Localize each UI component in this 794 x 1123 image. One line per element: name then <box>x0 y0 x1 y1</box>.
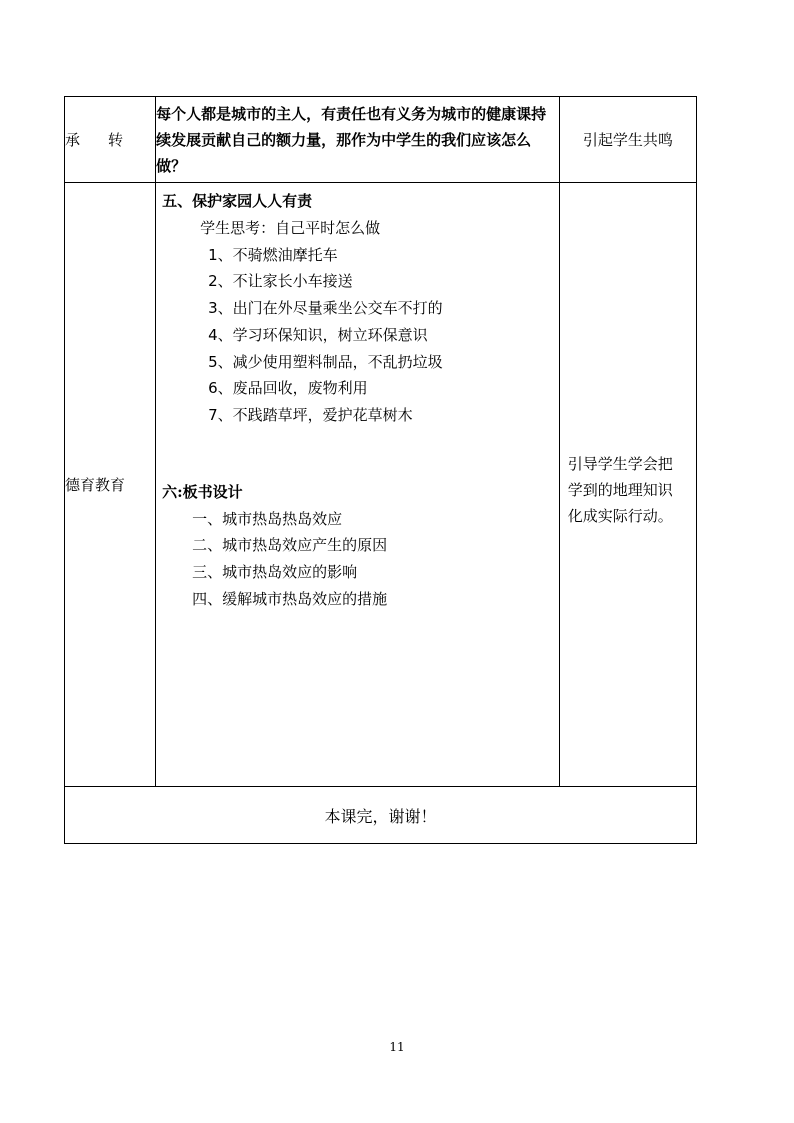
list-item: 四、缓解城市热岛效应的措施 <box>192 589 388 608</box>
table-row-moral-education <box>65 183 697 787</box>
list-item: 4、学习环保知识，树立环保意识 <box>208 325 428 344</box>
list-item: 2、不让家长小车接送 <box>208 272 353 291</box>
stage-label-char-1: 承 <box>65 131 81 149</box>
transition-note: 引起学生共鸣 <box>559 97 696 183</box>
list-item: 7、不践踏草坪，爱护花草树木 <box>208 405 413 424</box>
section6-heading: 六:板书设计 <box>162 482 243 501</box>
moral-content <box>156 183 560 787</box>
stage-label-moral: 德育教育 <box>65 183 156 787</box>
list-item: 1、不骑燃油摩托车 <box>208 245 338 264</box>
moral-note <box>559 183 696 787</box>
table-row-transition <box>65 97 697 183</box>
section5-prompt: 学生思考：自己平时怎么做 <box>200 219 381 237</box>
note-line: 引导学生学会把 <box>567 454 673 473</box>
page-number: 11 <box>389 1040 405 1054</box>
list-item: 一、城市热岛热岛效应 <box>192 509 343 528</box>
lesson-plan-table <box>64 96 697 844</box>
note-line: 化成实际行动。 <box>567 506 673 525</box>
note-line: 学到的地理知识 <box>567 480 673 499</box>
closing-text: 本课完，谢谢！ <box>65 787 697 844</box>
table-row-closing <box>65 787 697 844</box>
section5-heading: 五、保护家园人人有责 <box>162 192 313 210</box>
list-item: 3、出门在外尽量乘坐公交车不打的 <box>208 299 443 318</box>
list-item: 6、废品回收，废物利用 <box>208 379 368 398</box>
stage-label-transition <box>65 97 156 183</box>
list-item: 二、城市热岛效应产生的原因 <box>192 536 388 555</box>
list-item: 5、减少使用塑料制品，不乱扔垃圾 <box>208 352 443 371</box>
stage-label-char-2: 转 <box>108 131 124 149</box>
list-item: 三、城市热岛效应的影响 <box>192 563 358 582</box>
transition-content: 每个人都是城市的主人，有责任也有义务为城市的健康课持续发展贡献自己的额力量，那作为中学生的我们应该怎么做？ <box>156 97 560 183</box>
